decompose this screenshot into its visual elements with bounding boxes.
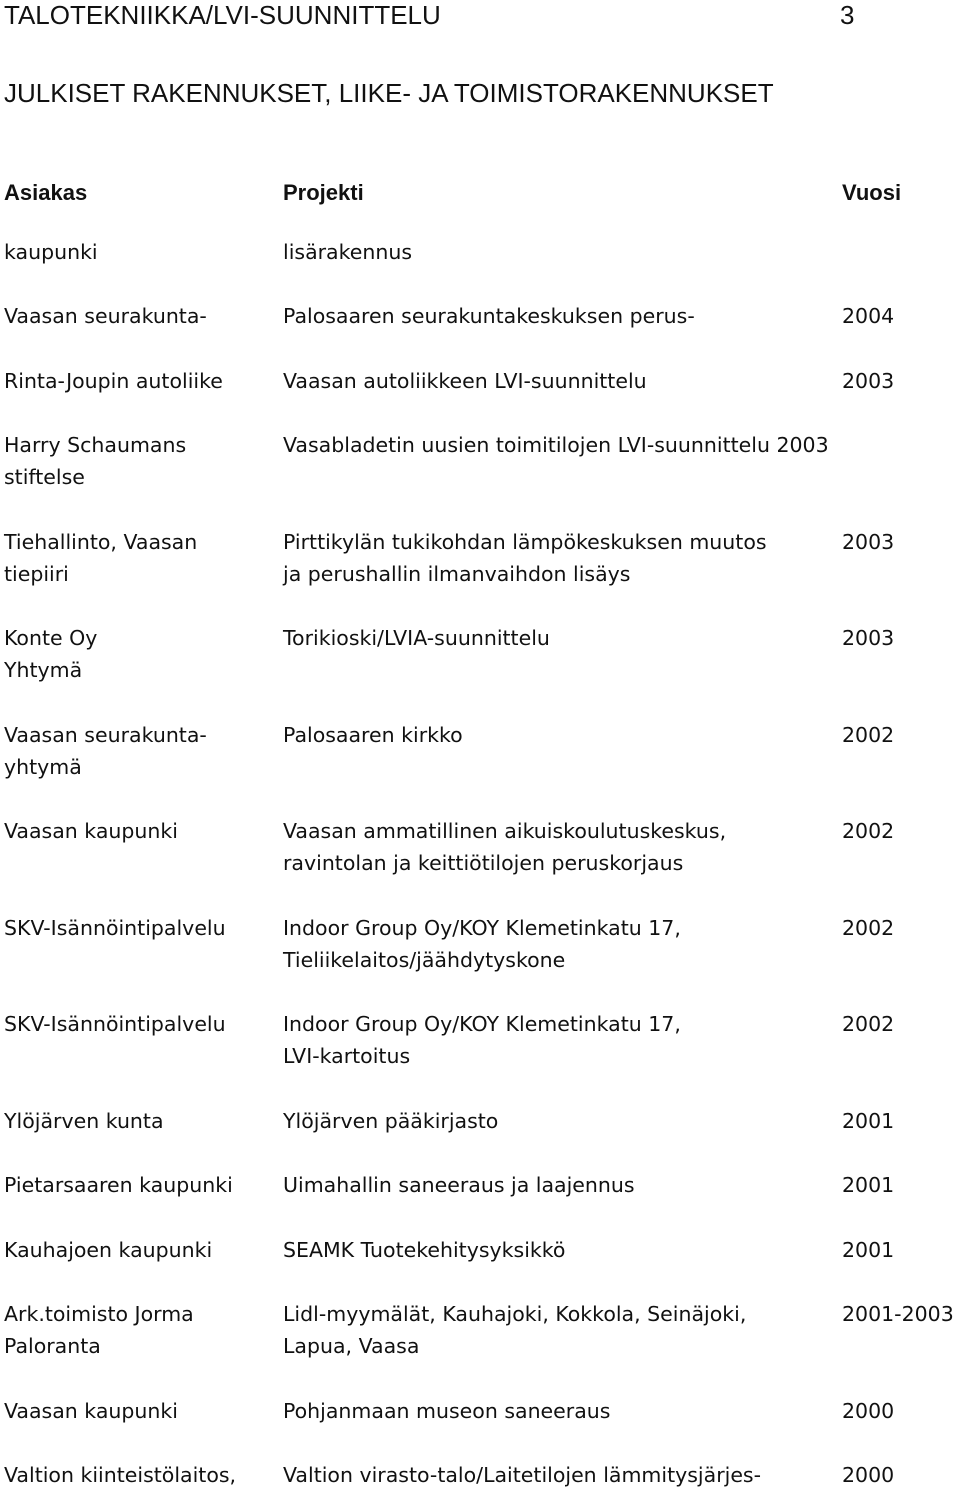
client-cell [4,429,186,493]
project-cell-line: ja perushallin ilmanvaihdon lisäys [283,562,631,586]
project-cell [283,526,767,590]
client-cell-line: Valtion kiinteistölaitos, [4,1463,237,1487]
page-number: 3 [840,0,855,30]
client-cell-line: Rinta-Joupin autoliike [4,369,223,393]
client-cell [4,300,207,332]
client-cell-line: Vaasan seurakunta- [4,723,207,747]
client-cell [4,1008,226,1040]
year-cell: 2000 [842,1399,895,1423]
project-cell [283,429,829,461]
client-cell [4,912,226,944]
project-cell [283,912,681,976]
project-cell [283,1008,681,1072]
column-header-year: Vuosi [842,180,902,205]
column-header-project: Projekti [283,180,364,205]
year-cell: 2003 [842,369,895,393]
project-cell-line: Uimahallin saneeraus ja laajennus [283,1173,635,1197]
project-cell-line: lisärakennus [283,240,413,264]
client-cell-line: kaupunki [4,240,98,264]
client-cell-line: SKV-Isännöintipalvelu [4,1012,226,1036]
client-cell [4,1395,178,1427]
year-cell: 2001 [842,1173,895,1197]
client-cell-line: SKV-Isännöintipalvelu [4,916,226,940]
client-cell [4,365,223,397]
project-cell [283,815,726,879]
project-cell [283,719,463,751]
client-cell-line: Vaasan kaupunki [4,819,178,843]
client-cell-line: Vaasan seurakunta- [4,304,207,328]
project-cell-line: Pohjanmaan museon saneeraus [283,1399,611,1423]
year-cell: 2002 [842,723,895,747]
client-cell [4,1234,212,1266]
client-cell-line: Paloranta [4,1334,101,1358]
client-cell [4,1105,164,1137]
project-cell-line: Palosaaren kirkko [283,723,463,747]
client-cell [4,526,197,590]
year-cell: 2002 [842,819,895,843]
project-cell [283,622,550,654]
client-cell-line: Ylöjärven kunta [4,1109,164,1133]
project-cell-line: Tieliikelaitos/jäähdytyskone [283,948,566,972]
project-cell [283,1234,565,1266]
project-cell-line: Vasabladetin uusien toimitilojen LVI-suunnittelu 2003 [283,433,829,457]
document-title: TALOTEKNIIKKA/LVI-SUUNNITTELU [4,0,441,30]
project-cell-line: Lidl-myymälät, Kauhajoki, Kokkola, Seinäjoki, [283,1302,747,1326]
project-cell [283,1105,498,1137]
project-cell-line: ravintolan ja keittiötilojen peruskorjaus [283,851,684,875]
client-cell-line: Yhtymä [4,658,83,682]
client-cell-line: Harry Schaumans [4,433,187,457]
client-cell-line: tiepiiri [4,562,69,586]
project-cell-line: SEAMK Tuotekehitysyksikkö [283,1238,566,1262]
client-cell-line: stiftelse [4,465,85,489]
project-cell-line: Valtion virasto-talo/Laitetilojen lämmitysjärjes- [283,1463,762,1487]
column-header-client: Asiakas [4,180,88,205]
year-cell: 2001 [842,1238,895,1262]
client-cell [4,1298,194,1362]
client-cell [4,236,98,268]
project-cell-line: Ylöjärven pääkirjasto [283,1109,499,1133]
year-cell: 2002 [842,916,895,940]
project-cell-line: LVI-kartoitus [283,1044,411,1068]
year-cell: 2002 [842,1012,895,1036]
client-cell [4,1459,236,1491]
project-cell [283,1169,635,1201]
project-cell-line: Torikioski/LVIA-suunnittelu [283,626,550,650]
year-cell: 2001-2003 [842,1302,954,1326]
client-cell-line: Pietarsaaren kaupunki [4,1173,233,1197]
project-cell [283,1298,746,1362]
project-cell [283,1459,761,1491]
client-cell-line: Vaasan kaupunki [4,1399,178,1423]
project-cell [283,1395,610,1427]
client-cell [4,1169,233,1201]
section-title: JULKISET RAKENNUKSET, LIIKE- JA TOIMISTORAKENNUKSET [4,78,774,108]
project-cell-line: Vaasan autoliikkeen LVI-suunnittelu [283,369,647,393]
project-cell-line: Vaasan ammatillinen aikuiskoulutuskeskus, [283,819,727,843]
year-cell: 2001 [842,1109,895,1133]
project-cell [283,236,412,268]
client-cell-line: Ark.toimisto Jorma [4,1302,194,1326]
year-cell: 2003 [842,530,895,554]
project-cell [283,300,695,332]
year-cell: 2003 [842,626,895,650]
project-cell-line: Indoor Group Oy/KOY Klemetinkatu 17, [283,916,681,940]
project-cell-line: Palosaaren seurakuntakeskuksen perus- [283,304,695,328]
year-cell: 2004 [842,304,895,328]
client-cell [4,719,207,783]
project-cell-line: Indoor Group Oy/KOY Klemetinkatu 17, [283,1012,681,1036]
client-cell [4,815,178,847]
client-cell [4,622,97,686]
year-cell: 2000 [842,1463,895,1487]
project-cell-line: Lapua, Vaasa [283,1334,420,1358]
client-cell-line: yhtymä [4,755,82,779]
project-cell [283,365,647,397]
project-cell-line: Pirttikylän tukikohdan lämpökeskuksen muutos [283,530,767,554]
client-cell-line: Tiehallinto, Vaasan [4,530,198,554]
client-cell-line: Konte Oy [4,626,98,650]
client-cell-line: Kauhajoen kaupunki [4,1238,213,1262]
